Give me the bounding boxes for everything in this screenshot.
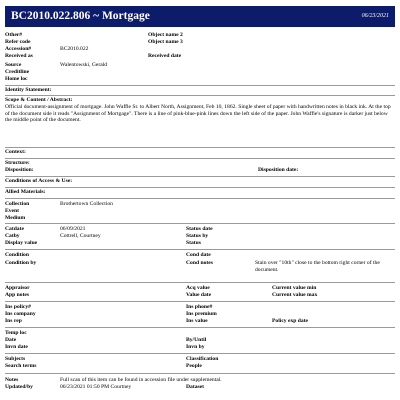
event-label: Event (5, 208, 19, 214)
source-label: Source (5, 62, 22, 68)
ins-value-label: Ins value (186, 318, 208, 324)
status-by-label: Status by (186, 233, 209, 239)
record-body (5, 0, 395, 400)
divider (5, 282, 395, 283)
cond-notes-value: Stain over "10th" close to the bottom right corner of the document. (255, 260, 380, 273)
display-value-label: Display value (5, 240, 38, 246)
by-until-label: By/Until (186, 337, 207, 343)
record-title: BC2010.022.806 ~ Mortgage (11, 10, 150, 22)
scope-content-label: Scope & Content / Abstract: (5, 97, 73, 103)
condition-by-label: Condition by (5, 260, 37, 266)
conditions-access-label: Conditions of Access & Use: (5, 178, 73, 184)
notes-value: Full scan of this item can be found in accession file under supplemental. (60, 377, 222, 383)
acq-value-label: Acq value (186, 285, 210, 291)
received-as-label: Received as (5, 53, 33, 59)
structure-label: Structure: (5, 160, 30, 166)
catby-value: Cottrell, Courtney (60, 233, 101, 239)
creditline-label: Creditline (5, 69, 30, 75)
context-label: Context: (5, 149, 26, 155)
value-date-label: Value date (186, 292, 212, 298)
app-notes-label: App notes (5, 292, 30, 298)
updated-by-label: Updated/by (5, 384, 33, 390)
search-terms-label: Search terms (5, 363, 37, 369)
identity-statement-label: Identity Statement: (5, 87, 52, 93)
catdate-value: 06/09/2021 (60, 226, 86, 232)
temp-loc-label: Temp loc (5, 330, 27, 336)
accession-value: BC2010.022 (60, 46, 89, 52)
header-date: 06/23/2021 (361, 13, 389, 19)
current-value-max-label: Current value max (272, 292, 318, 298)
medium-label: Medium (5, 215, 26, 221)
people-label: People (186, 363, 202, 369)
divider (5, 301, 395, 302)
divider (5, 85, 395, 86)
appraisor-label: Appraisor (5, 285, 30, 291)
divider (5, 95, 395, 96)
status-label: Status (186, 240, 201, 246)
status-date-label: Status date (186, 226, 213, 232)
condition-label: Condition (5, 252, 29, 258)
object-name-3-label: Object name 3 (148, 39, 183, 45)
ins-rep-label: Ins rep (5, 318, 22, 324)
source-value: Walentowski, Gerald (60, 62, 108, 68)
received-date-label: Received date (148, 53, 182, 59)
accession-label: Accession# (5, 46, 32, 52)
divider (5, 187, 395, 188)
disposition-label: Disposition: (5, 167, 34, 173)
cond-date-label: Cond date (186, 252, 211, 258)
catdate-label: Catdate (5, 226, 24, 232)
current-value-min-label: Current value min (272, 285, 317, 291)
divider (5, 158, 395, 159)
allied-materials-label: Allied Materials: (5, 189, 46, 195)
divider (5, 198, 395, 199)
notes-label: Notes (5, 377, 19, 383)
scope-content-text: Official document-assignment of mortgage. John Waffle Sr. to Albert North, Assignment, Feb 10, 1862. Single sheet of paper with handwritten notes in black ink. At the top of the document side it reads "Assignment of Mortgage". There is a line of pink-blue-pink lines down the left side of the paper. John Waffle's signature is darker just below the middle point of the document. (5, 104, 391, 124)
ins-policy-label: Ins policy# (5, 304, 31, 310)
ins-phone-label: Ins phone# (186, 304, 213, 310)
date-label: Date (5, 337, 17, 343)
invn-by-label: Invn by (186, 344, 205, 350)
ins-company-label: Ins company (5, 311, 36, 317)
divider (5, 373, 395, 374)
catby-label: Catby (5, 233, 20, 239)
collection-label: Collection (5, 201, 30, 207)
invn-date-label: Invn date (5, 344, 28, 350)
divider (5, 249, 395, 250)
dataset-label: Dataset (186, 384, 205, 390)
disposition-date-label: Disposition date: (258, 167, 299, 173)
divider (5, 327, 395, 328)
divider (5, 147, 395, 148)
ins-premium-label: Ins premium (186, 311, 217, 317)
subjects-label: Subjects (5, 356, 26, 362)
divider (5, 176, 395, 177)
policy-exp-date-label: Policy exp date (272, 318, 309, 324)
refer-code-label: Refer code (5, 39, 31, 45)
home-loc-label: Home loc (5, 76, 28, 82)
collection-value: Brothertown Collection (60, 201, 113, 207)
other-label: Other# (5, 32, 23, 38)
classification-label: Classification (186, 356, 219, 362)
divider (5, 223, 395, 224)
object-name-2-label: Object name 2 (148, 32, 183, 38)
divider (5, 353, 395, 354)
updated-by-value: 06/23/2021 01:50 PM Courtney (60, 384, 132, 390)
cond-notes-label: Cond notes (186, 260, 213, 266)
